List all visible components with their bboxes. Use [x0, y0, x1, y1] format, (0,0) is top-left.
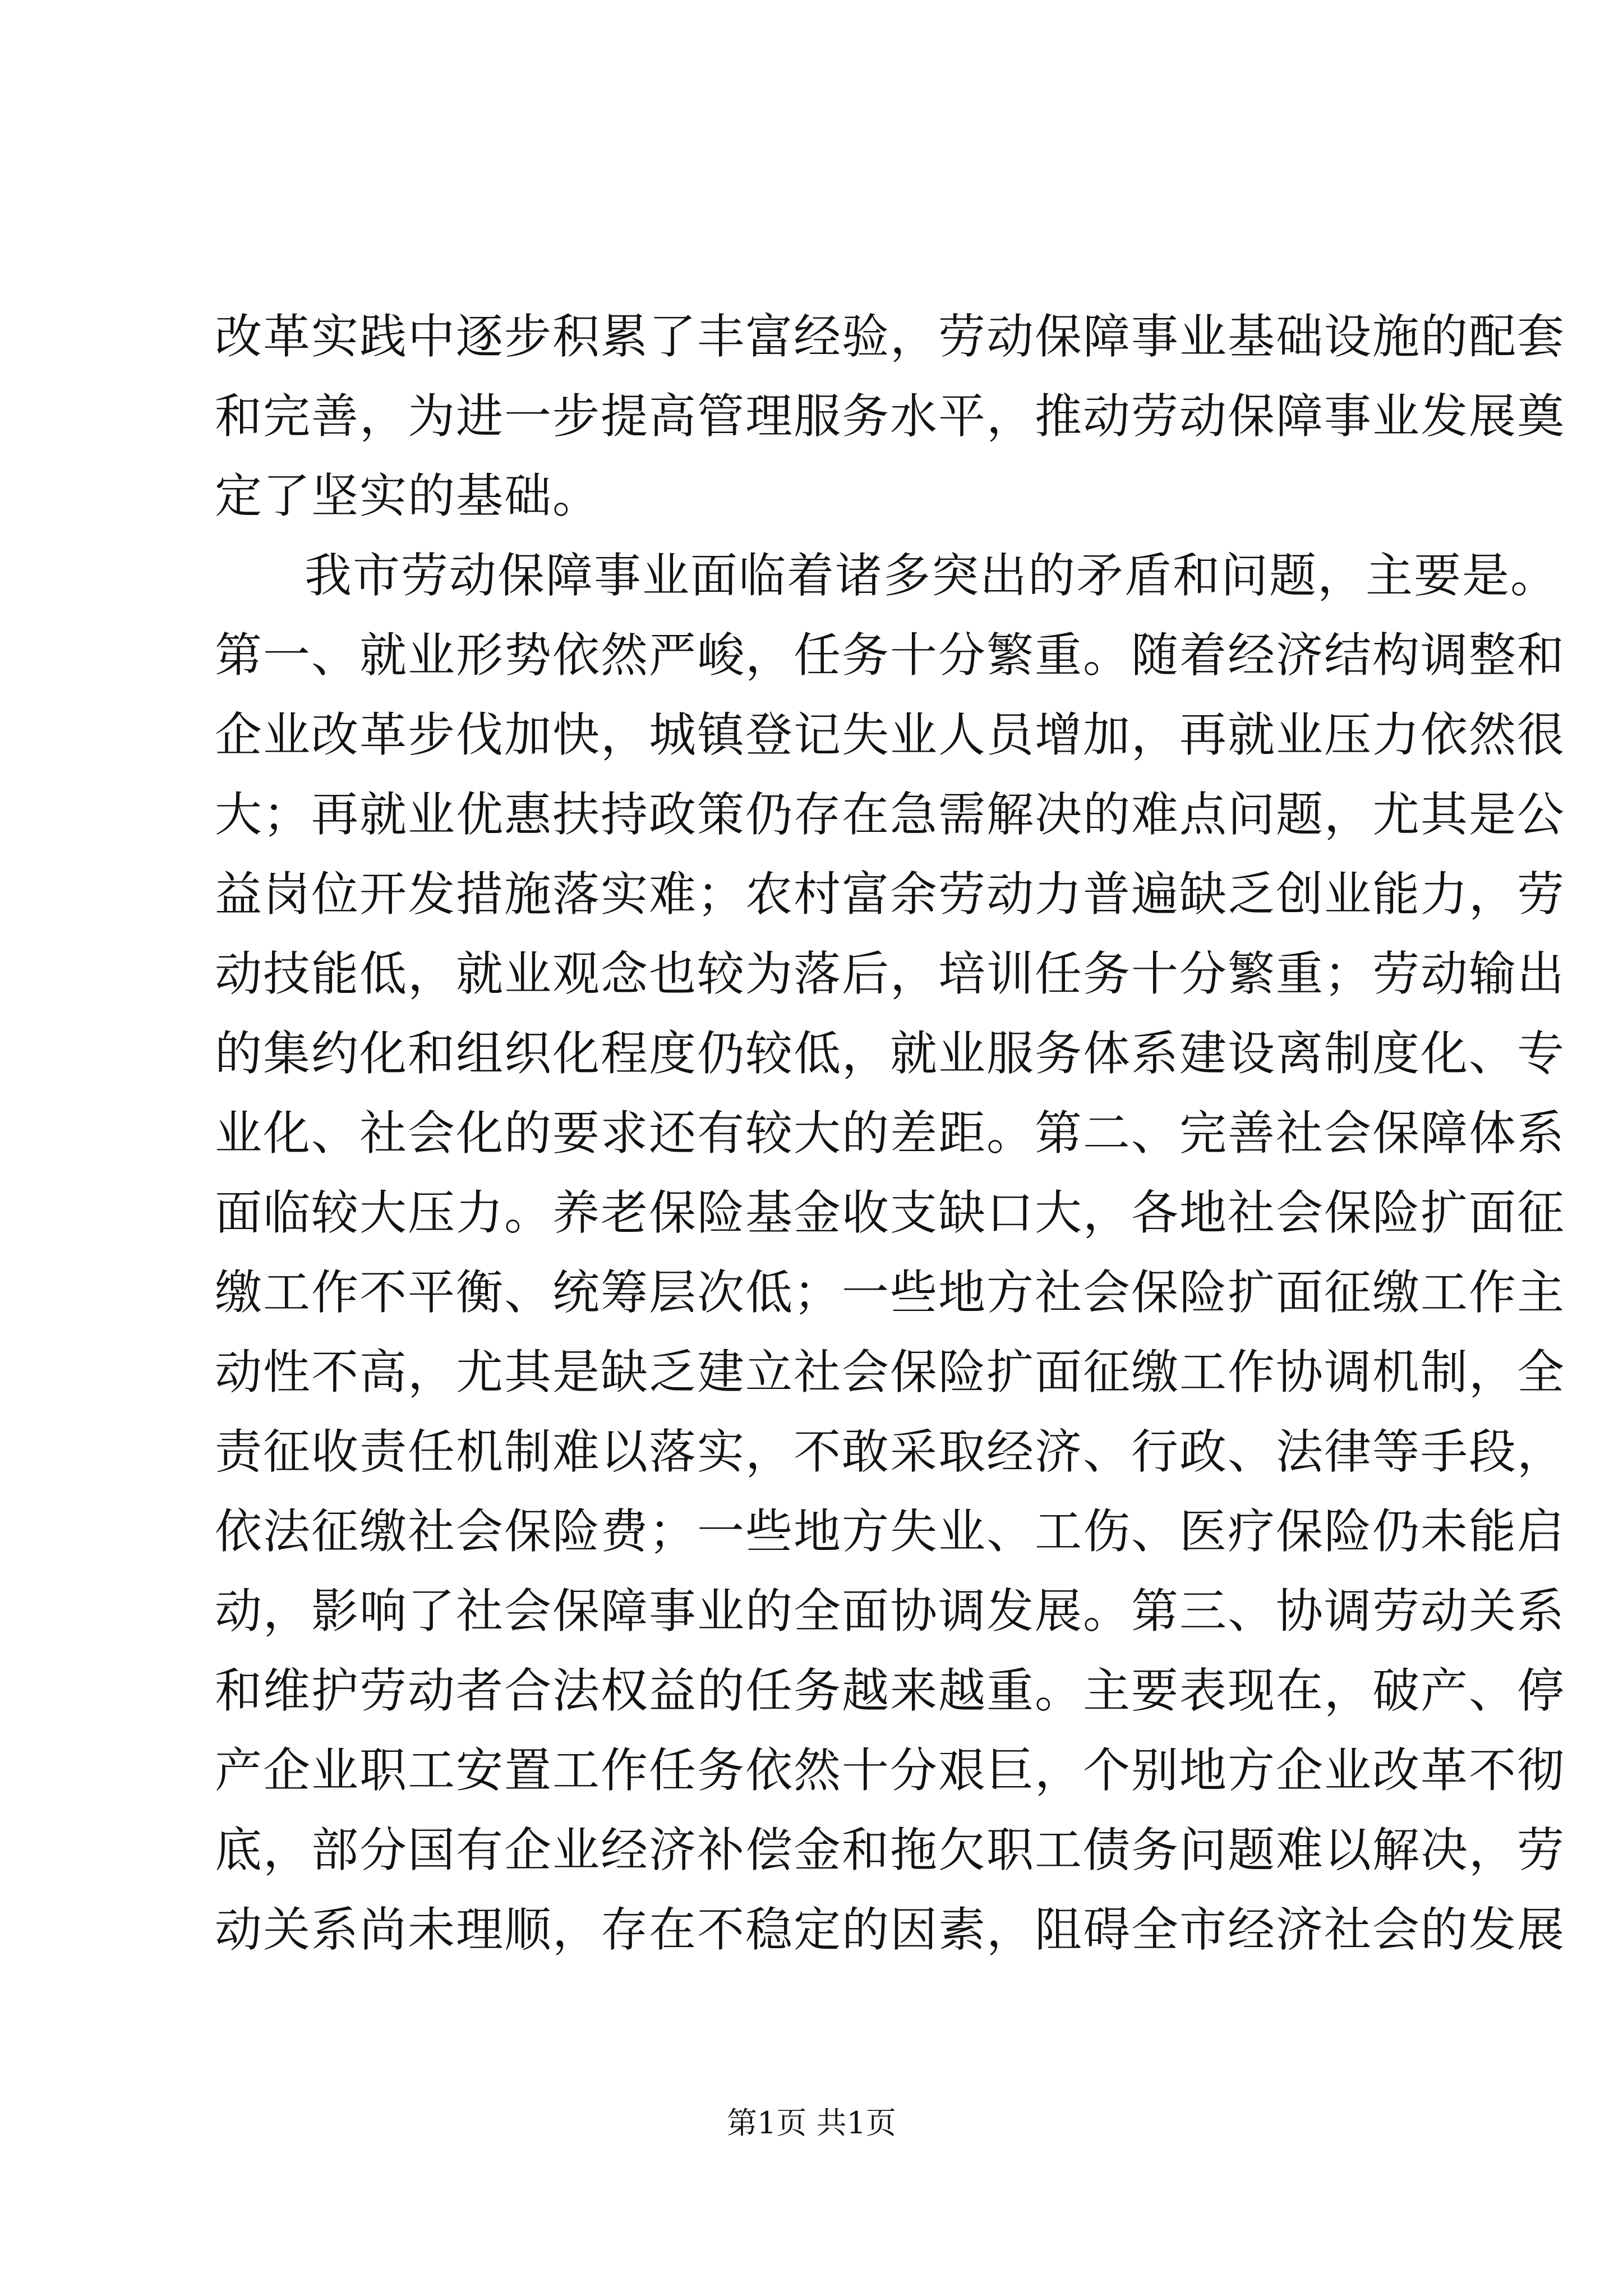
text-line: 益岗位开发措施落实难；农村富余劳动力普遍缺乏创业能力，劳 [215, 867, 1566, 922]
text-line: 企业改革步伐加快，城镇登记失业人员增加，再就业压力依然很 [215, 707, 1566, 762]
text-line: 动性不高，尤其是缺乏建立社会保险扩面征缴工作协调机制，全 [215, 1345, 1566, 1400]
text-line: 大；再就业优惠扶持政策仍存在急需解决的难点问题，尤其是公 [215, 787, 1566, 842]
text-line: 动技能低，就业观念也较为落后，培训任务十分繁重；劳动输出 [215, 946, 1566, 1001]
text-line: 和维护劳动者合法权益的任务越来越重。主要表现在，破产、停 [215, 1663, 1566, 1718]
text-line: 和完善，为进一步提高管理服务水平，推动劳动保障事业发展奠 [215, 389, 1566, 444]
paragraph-first-line: 我市劳动保障事业面临着诸多突出的矛盾和问题，主要是。 [305, 548, 1559, 603]
text-line: 动关系尚未理顺，存在不稳定的因素，阻碍全市经济社会的发展 [215, 1902, 1566, 1957]
text-line: 面临较大压力。养老保险基金收支缺口大，各地社会保险扩面征 [215, 1185, 1566, 1240]
text-line: 缴工作不平衡、统筹层次低；一些地方社会保险扩面征缴工作主 [215, 1265, 1566, 1320]
text-line: 动，影响了社会保障事业的全面协调发展。第三、协调劳动关系 [215, 1584, 1566, 1639]
text-line: 产企业职工安置工作任务依然十分艰巨，个别地方企业改革不彻 [215, 1743, 1566, 1798]
text-line: 业化、社会化的要求还有较大的差距。第二、完善社会保障体系 [215, 1106, 1566, 1161]
text-line: 底，部分国有企业经济补偿金和拖欠职工债务问题难以解决，劳 [215, 1823, 1566, 1878]
text-line: 定了坚实的基础。 [215, 468, 601, 523]
text-line: 的集约化和组织化程度仍较低，就业服务体系建设离制度化、专 [215, 1026, 1566, 1081]
page-footer: 第1页 共1页 [727, 2105, 896, 2141]
text-line: 第一、就业形势依然严峻，任务十分繁重。随着经济结构调整和 [215, 628, 1566, 683]
text-line: 依法征缴社会保险费；一些地方失业、工伤、医疗保险仍未能启 [215, 1504, 1566, 1559]
text-line: 改革实践中逐步积累了丰富经验，劳动保障事业基础设施的配套 [215, 309, 1566, 364]
text-line: 责征收责任机制难以落实，不敢采取经济、行政、法律等手段， [215, 1424, 1566, 1479]
